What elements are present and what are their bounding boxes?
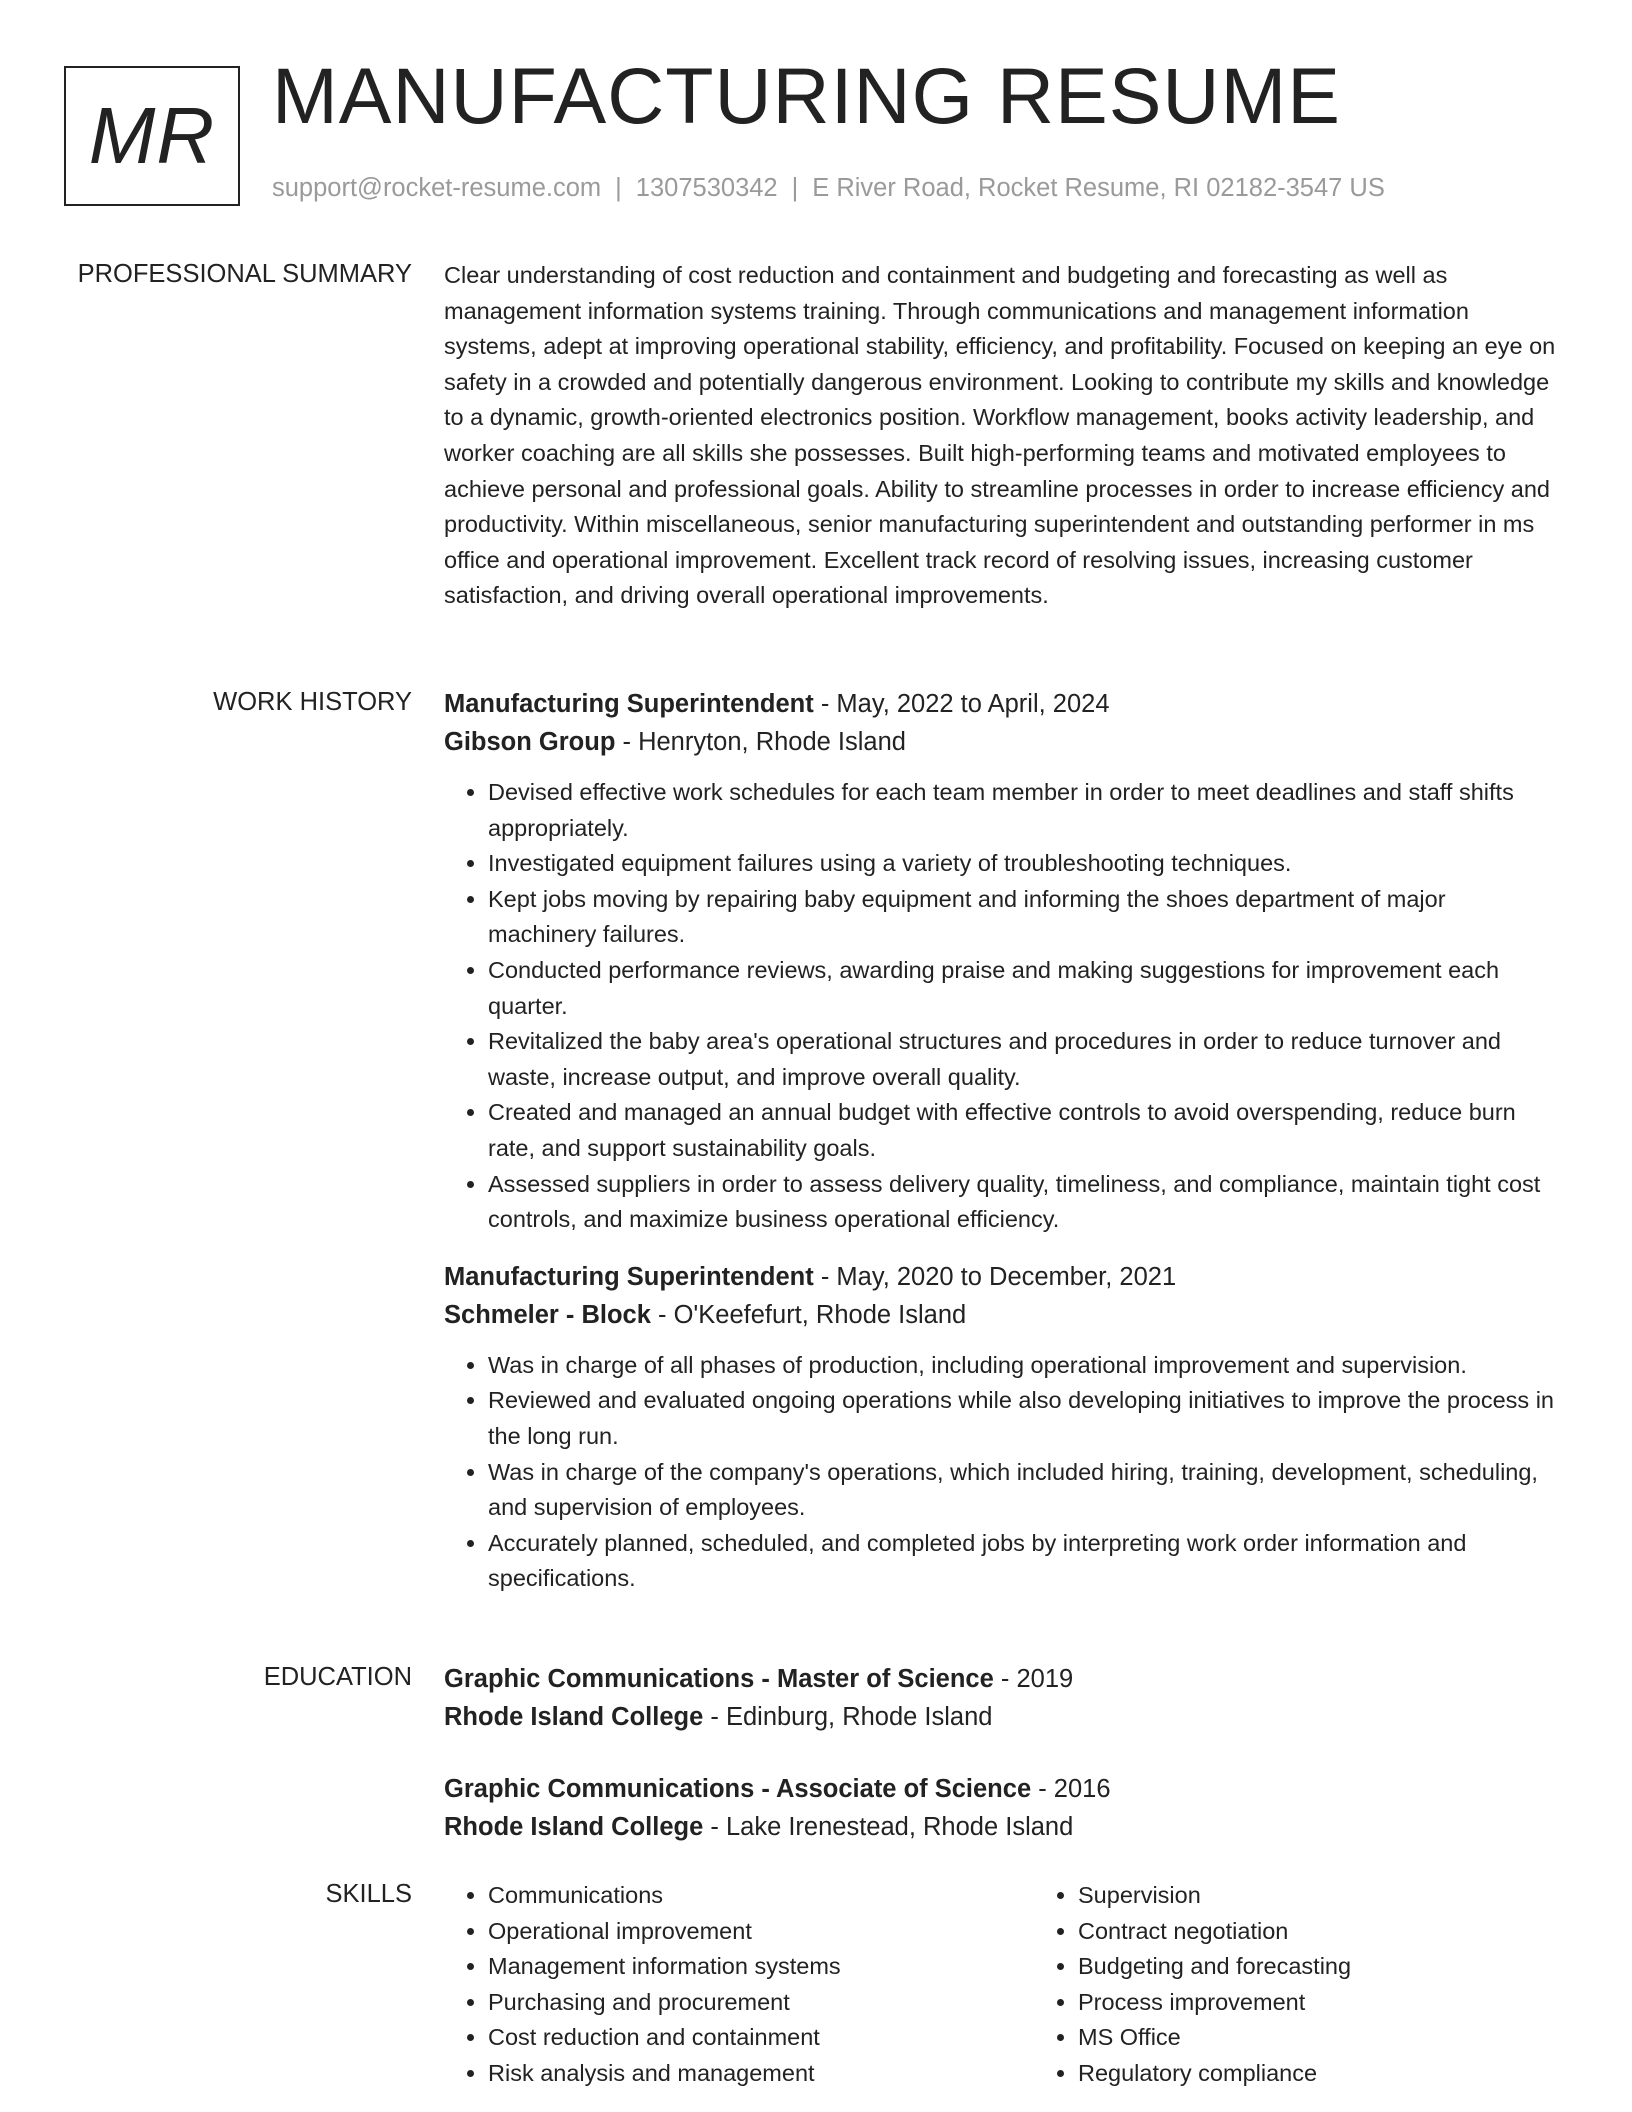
education-entry: [444, 1770, 1556, 1846]
degree-line: [444, 1660, 1556, 1698]
education-entry: [444, 1660, 1556, 1736]
job-bullet: • Accurately planned, scheduled, and completed jobs by interpreting work order information and specifications.: [488, 1526, 1556, 1597]
summary-body: [444, 258, 1556, 614]
skill-item: • Supervision: [1078, 1878, 1351, 1914]
job-company: Gibson Group: [444, 728, 616, 756]
job-dates: - May, 2022 to April, 2024: [813, 690, 1110, 718]
skills-columns: [444, 1878, 1556, 2092]
job-company-line: [444, 1296, 1556, 1334]
school-location: - Edinburg, Rhode Island: [703, 1703, 993, 1731]
resume-title: MANUFACTURING RESUME: [272, 51, 1341, 140]
skill-item: • Management information systems: [488, 1949, 1034, 1985]
skills-list-right: [1034, 1878, 1351, 2092]
job-bullet: • Devised effective work schedules for each team member in order to meet deadlines and staff shifts appropriately.: [488, 775, 1556, 846]
job-title: Manufacturing Superintendent: [444, 1262, 814, 1291]
job-title: Manufacturing Superintendent: [444, 690, 814, 718]
work-history-body: [444, 685, 1556, 1617]
monogram-box: MR: [64, 66, 240, 206]
skill-item: • Purchasing and procurement: [488, 1985, 1034, 2021]
skill-item: • Contract negotiation: [1078, 1914, 1351, 1950]
school-line: [444, 1808, 1556, 1846]
school-line: [444, 1698, 1556, 1736]
skills-label: SKILLS: [325, 1880, 412, 1908]
degree-name: Graphic Communications - Associate of Science: [444, 1775, 1032, 1803]
skills-list-left: [444, 1878, 1034, 2092]
degree-line: [444, 1770, 1556, 1808]
skill-item: • Budgeting and forecasting: [1078, 1949, 1351, 1985]
school-name: Rhode Island College: [444, 1703, 704, 1731]
skill-item: • Communications: [488, 1878, 1034, 1914]
work-history-label: WORK HISTORY: [213, 688, 412, 716]
job-bullet: • Assessed suppliers in order to assess delivery quality, timeliness, and compliance, maintain tight cost controls, and maximize business operational efficiency.: [488, 1167, 1556, 1238]
job-bullet-list: [444, 775, 1556, 1238]
job-bullet: • Revitalized the baby area's operational structures and procedures in order to reduce turnover and waste, increase output, and improve overall quality.: [488, 1024, 1556, 1095]
degree-year: - 2016: [1031, 1775, 1111, 1803]
skills-body: [444, 1878, 1556, 2092]
contact-email[interactable]: support@rocket-resume.com: [272, 174, 602, 202]
contact-phone[interactable]: 1307530342: [635, 174, 778, 202]
skill-item: • Process improvement: [1078, 1985, 1351, 2021]
skill-item: • Regulatory compliance: [1078, 2056, 1351, 2092]
school-name: Rhode Island College: [444, 1813, 704, 1841]
summary-text: Clear understanding of cost reduction and containment and budgeting and forecasting as well as management information systems training. Through communications and management information systems, adept at improving operational stability, efficiency, and profitability. Focused on keeping an eye on safety in a crowded and potentially dangerous environment. Looking to contribute my skills and knowledge to a dynamic, growth-oriented electronics position. Workflow management, books activity leadership, and worker coaching are all skills she possesses. Built high-performing teams and motivated employees to achieve personal and professional goals. Ability to streamline processes in order to increase efficiency and productivity. Within miscellaneous, senior manufacturing superintendent and outstanding performer in ms office and operational improvement. Excellent track record of resolving issues, increasing customer satisfaction, and driving overall operational improvements.: [444, 262, 1556, 609]
job-location: - Henryton, Rhode Island: [615, 728, 906, 756]
job-bullet: • Was in charge of all phases of production, including operational improvement and supervision.: [488, 1348, 1556, 1384]
degree-name: Graphic Communications - Master of Science: [444, 1665, 994, 1693]
school-location: - Lake Irenestead, Rhode Island: [703, 1813, 1074, 1841]
education-body: [444, 1660, 1556, 1880]
contact-address: E River Road, Rocket Resume, RI 02182-3547 US: [812, 174, 1385, 202]
summary-label: PROFESSIONAL SUMMARY: [77, 260, 412, 288]
skill-item: • Operational improvement: [488, 1914, 1034, 1950]
job-company: Schmeler - Block: [444, 1300, 651, 1329]
job-title-line: [444, 685, 1556, 723]
contact-separator: |: [615, 174, 622, 202]
job-bullet: • Conducted performance reviews, awarding praise and making suggestions for improvement each quarter.: [488, 953, 1556, 1024]
job-bullet: • Reviewed and evaluated ongoing operations while also developing initiatives to improve the process in the long run.: [488, 1383, 1556, 1454]
skill-item: • MS Office: [1078, 2020, 1351, 2056]
job-dates: - May, 2020 to December, 2021: [813, 1262, 1177, 1291]
skill-item: • Cost reduction and containment: [488, 2020, 1034, 2056]
job-company-line: [444, 723, 1556, 761]
contact-line: [272, 174, 1385, 203]
job-bullet-list: [444, 1348, 1556, 1597]
job-entry: [444, 1258, 1556, 1597]
job-entry: [444, 685, 1556, 1238]
degree-year: - 2019: [993, 1665, 1074, 1693]
job-title-line: [444, 1258, 1556, 1296]
skill-item: • Risk analysis and management: [488, 2056, 1034, 2092]
job-bullet: • Investigated equipment failures using a variety of troubleshooting techniques.: [488, 846, 1556, 882]
job-location: - O'Keefefurt, Rhode Island: [650, 1300, 967, 1329]
job-bullet: • Created and managed an annual budget with effective controls to avoid overspending, reduce burn rate, and support sustainability goals.: [488, 1095, 1556, 1166]
contact-separator: |: [791, 174, 799, 202]
education-label: EDUCATION: [263, 1663, 412, 1691]
job-bullet: • Kept jobs moving by repairing baby equipment and informing the shoes department of major machinery failures.: [488, 882, 1556, 953]
job-bullet: • Was in charge of the company's operations, which included hiring, training, development, scheduling, and supervision of employees.: [488, 1455, 1556, 1526]
